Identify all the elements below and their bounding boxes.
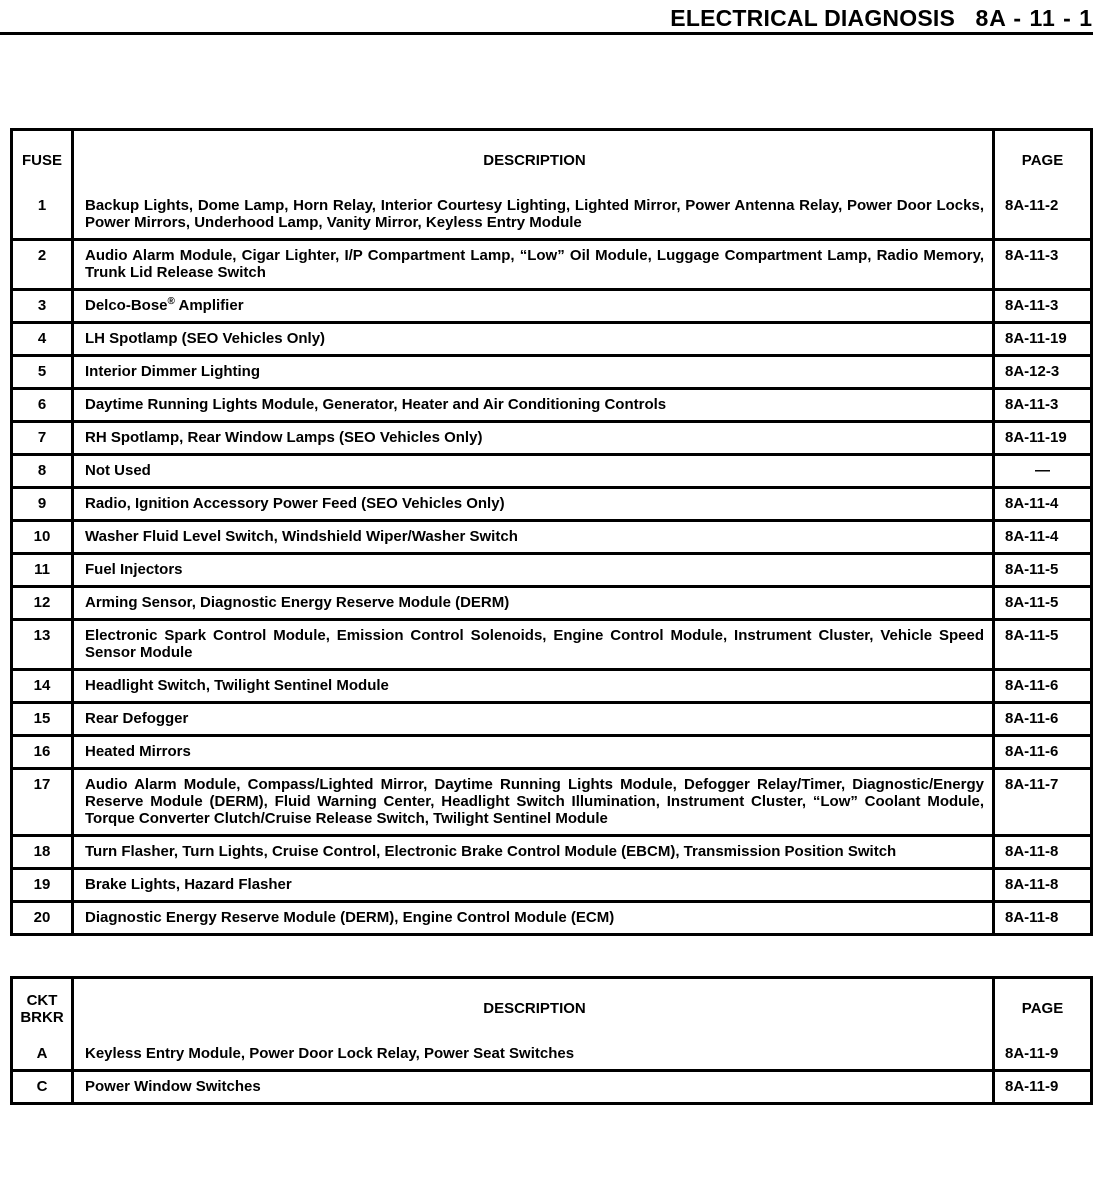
fuse-cell: 18 (33, 843, 51, 860)
description-cell: Interior Dimmer Lighting (71, 357, 995, 387)
page-cell: 8A-11-9 (1005, 1078, 1059, 1095)
description-cell: Keyless Entry Module, Power Door Lock Relay, Power Seat Switches (71, 1039, 995, 1069)
page-cell: 8A-11-5 (1005, 627, 1059, 644)
fuse-table-row (13, 321, 1090, 354)
fuse-table-row (13, 420, 1090, 453)
description-cell: Audio Alarm Module, Cigar Lighter, I/P Compartment Lamp, “Low” Oil Module, Luggage Compartment Lamp, Radio Memory, Trunk Lid Release Switch (71, 241, 995, 288)
fuse-cell: 8 (37, 462, 47, 479)
page-cell: 8A-11-8 (1005, 843, 1059, 860)
page-cell: 8A-11-5 (1005, 561, 1059, 578)
description-cell: Not Used (71, 456, 995, 486)
fuse-table-row (13, 453, 1090, 486)
fuse-table-row (13, 618, 1090, 668)
description-cell: Electronic Spark Control Module, Emission Control Solenoids, Engine Control Module, Instrument Cluster, Vehicle Speed Sensor Module (71, 621, 995, 668)
page-header (0, 0, 1120, 32)
fuse-cell: 10 (33, 528, 51, 545)
fuse-table-row (13, 519, 1090, 552)
fuse-cell: 4 (37, 330, 47, 347)
page-cell: 8A-11-6 (1005, 710, 1059, 727)
description-cell: Backup Lights, Dome Lamp, Horn Relay, Interior Courtesy Lighting, Lighted Mirror, Power Antenna Relay, Power Door Locks, Power Mirrors, Underhood Lamp, Vanity Mirror, Keyless Entry Module (71, 191, 995, 238)
fuse-cell: 9 (37, 495, 47, 512)
fuse-table-row (13, 668, 1090, 701)
description-cell: Delco-Bose® Amplifier (71, 291, 995, 321)
page-cell: 8A-12-3 (1005, 363, 1060, 380)
description-cell: LH Spotlamp (SEO Vehicles Only) (71, 324, 995, 354)
breaker-column-header: CKT BRKR (20, 991, 64, 1026)
page-cell: — (1035, 462, 1050, 479)
fuse-table-row (13, 552, 1090, 585)
page-cell: 8A-11-4 (1005, 528, 1059, 545)
fuse-table-row (13, 701, 1090, 734)
fuse-cell: 13 (33, 627, 51, 644)
description-cell: Radio, Ignition Accessory Power Feed (SEO Vehicles Only) (71, 489, 995, 519)
fuse-cell: 12 (33, 594, 51, 611)
description-cell: Daytime Running Lights Module, Generator, Heater and Air Conditioning Controls (71, 390, 995, 420)
header-rule (0, 32, 1093, 35)
description-cell: Turn Flasher, Turn Lights, Cruise Control, Electronic Brake Control Module (EBCM), Transmission Position Switch (71, 837, 995, 867)
fuse-cell: 19 (33, 876, 51, 893)
fuse-cell: 7 (37, 429, 47, 446)
breaker-table-row (13, 1069, 1090, 1102)
description-cell: Rear Defogger (71, 704, 995, 734)
page-cell: 8A-11-6 (1005, 743, 1059, 760)
breaker-table-header-row (13, 979, 1090, 1039)
page-column-header: PAGE (1021, 1000, 1064, 1017)
fuse-table-row (13, 191, 1090, 238)
fuse-table-row (13, 834, 1090, 867)
fuse-cell: 20 (33, 909, 51, 926)
page-number: 8A - 11 - 1 (975, 5, 1093, 31)
page-column-header: PAGE (1021, 152, 1064, 169)
breaker-cell: C (36, 1078, 48, 1095)
page-cell: 8A-11-6 (1005, 677, 1059, 694)
fuse-cell: 14 (33, 677, 51, 694)
description-cell: Fuel Injectors (71, 555, 995, 585)
page-cell: 8A-11-19 (1005, 429, 1067, 446)
description-column-header: DESCRIPTION (71, 131, 995, 191)
page-title: ELECTRICAL DIAGNOSIS (670, 5, 955, 31)
description-cell: Washer Fluid Level Switch, Windshield Wiper/Washer Switch (71, 522, 995, 552)
circuit-breaker-table (10, 976, 1093, 1105)
fuse-table-row (13, 238, 1090, 288)
description-cell: Arming Sensor, Diagnostic Energy Reserve Module (DERM) (71, 588, 995, 618)
fuse-table-row (13, 767, 1090, 834)
fuse-table-row (13, 734, 1090, 767)
fuse-table-header-row (13, 131, 1090, 191)
fuse-table-row (13, 387, 1090, 420)
description-cell: Audio Alarm Module, Compass/Lighted Mirror, Daytime Running Lights Module, Defogger Relay/Timer, Diagnostic/Energy Reserve Module (DERM), Fluid Warning Center, Headlight Switch Illumination, Instrument Cluster, “Low” Coolant Module, Torque Converter Clutch/Cruise Release Switch, Twilight Sentinel Module (71, 770, 995, 834)
page-cell: 8A-11-4 (1005, 495, 1059, 512)
fuse-table-row (13, 354, 1090, 387)
fuse-cell: 5 (37, 363, 47, 380)
description-cell: Brake Lights, Hazard Flasher (71, 870, 995, 900)
description-cell: Diagnostic Energy Reserve Module (DERM), Engine Control Module (ECM) (71, 903, 995, 933)
breaker-cell: A (36, 1045, 48, 1062)
page-cell: 8A-11-3 (1005, 297, 1059, 314)
page-cell: 8A-11-7 (1005, 776, 1059, 793)
page-cell: 8A-11-3 (1005, 247, 1059, 264)
breaker-table-body (13, 1039, 1090, 1102)
page-cell: 8A-11-5 (1005, 594, 1059, 611)
fuse-table-row (13, 585, 1090, 618)
page-cell: 8A-11-2 (1005, 197, 1059, 214)
fuse-cell: 3 (37, 297, 47, 314)
description-cell: Headlight Switch, Twilight Sentinel Module (71, 671, 995, 701)
fuse-cell: 17 (33, 776, 51, 793)
fuse-table-row (13, 288, 1090, 321)
fuse-table-row (13, 867, 1090, 900)
fuse-table-row (13, 900, 1090, 933)
fuse-cell: 1 (37, 197, 47, 214)
description-column-header: DESCRIPTION (71, 979, 995, 1039)
fuse-column-header: FUSE (21, 152, 62, 169)
fuse-cell: 2 (37, 247, 47, 264)
page-cell: 8A-11-8 (1005, 876, 1059, 893)
page-cell: 8A-11-9 (1005, 1045, 1059, 1062)
fuse-table-body (13, 191, 1090, 933)
description-cell: RH Spotlamp, Rear Window Lamps (SEO Vehicles Only) (71, 423, 995, 453)
page-cell: 8A-11-19 (1005, 330, 1067, 347)
fuse-cell: 6 (37, 396, 47, 413)
fuse-cell: 11 (34, 561, 50, 578)
fuse-cell: 16 (33, 743, 51, 760)
description-cell: Power Window Switches (71, 1072, 995, 1102)
fuse-table-row (13, 486, 1090, 519)
fuse-table (10, 128, 1093, 936)
fuse-cell: 15 (33, 710, 51, 727)
page-cell: 8A-11-8 (1005, 909, 1059, 926)
description-cell: Heated Mirrors (71, 737, 995, 767)
breaker-table-row (13, 1039, 1090, 1069)
page-cell: 8A-11-3 (1005, 396, 1059, 413)
